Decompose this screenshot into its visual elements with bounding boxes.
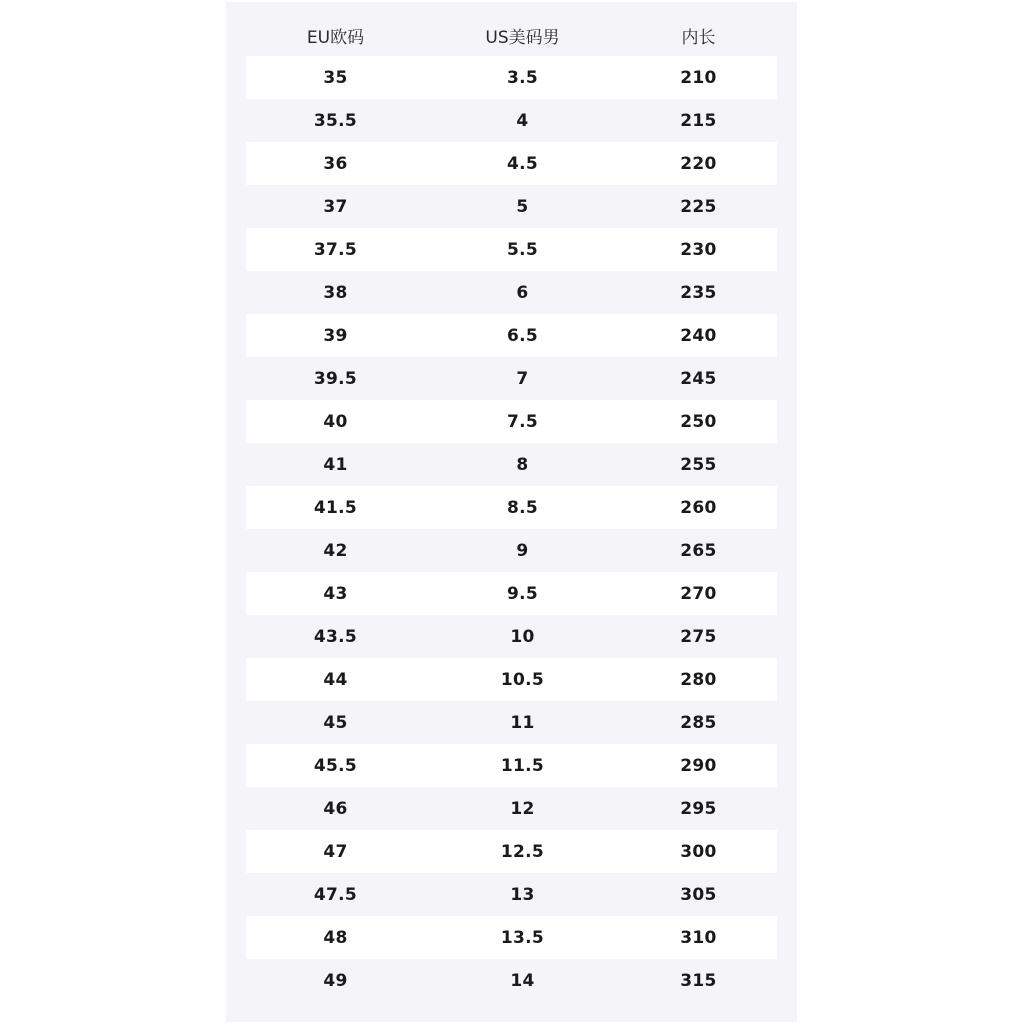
cell-inner-length: 305 xyxy=(680,884,717,905)
cell-us-mens-size: 10.5 xyxy=(500,669,545,690)
cell-inner-length: 295 xyxy=(680,798,717,819)
cell-us-mens-size: 4.5 xyxy=(506,153,538,174)
cell-eu-size: 42 xyxy=(323,540,348,561)
cell-us-mens-size: 7 xyxy=(516,368,529,389)
cell-eu-size: 48 xyxy=(323,927,348,948)
cell-eu-size: 43.5 xyxy=(313,626,358,647)
cell-us-mens-size: 5 xyxy=(516,196,529,217)
cell-inner-length: 225 xyxy=(680,196,717,217)
cell-us-mens-size: 12.5 xyxy=(500,841,545,862)
table-row xyxy=(246,572,777,615)
header-inner-length: 内长 xyxy=(681,27,716,48)
cell-eu-size: 41 xyxy=(323,454,348,475)
cell-us-mens-size: 14 xyxy=(510,970,535,991)
cell-inner-length: 280 xyxy=(680,669,717,690)
table-row xyxy=(246,615,777,658)
table-row xyxy=(246,271,777,314)
cell-eu-size: 35 xyxy=(323,67,348,88)
cell-inner-length: 310 xyxy=(680,927,717,948)
cell-inner-length: 250 xyxy=(680,411,717,432)
cell-inner-length: 300 xyxy=(680,841,717,862)
table-row xyxy=(246,959,777,1002)
header-us-mens-size: US美码男 xyxy=(485,27,560,48)
cell-inner-length: 275 xyxy=(680,626,717,647)
table-row xyxy=(246,486,777,529)
table-row xyxy=(246,357,777,400)
table-body xyxy=(246,56,777,1002)
table-row xyxy=(246,400,777,443)
cell-us-mens-size: 11 xyxy=(510,712,535,733)
table-row xyxy=(246,830,777,873)
cell-eu-size: 36 xyxy=(323,153,348,174)
cell-eu-size: 43 xyxy=(323,583,348,604)
table-row xyxy=(246,228,777,271)
table-row xyxy=(246,916,777,959)
table-row xyxy=(246,99,777,142)
table-row xyxy=(246,744,777,787)
cell-us-mens-size: 4 xyxy=(516,110,529,131)
cell-eu-size: 47 xyxy=(323,841,348,862)
cell-inner-length: 260 xyxy=(680,497,717,518)
cell-eu-size: 41.5 xyxy=(313,497,358,518)
cell-eu-size: 37 xyxy=(323,196,348,217)
cell-us-mens-size: 10 xyxy=(510,626,535,647)
cell-eu-size: 49 xyxy=(323,970,348,991)
table-row xyxy=(246,142,777,185)
cell-us-mens-size: 12 xyxy=(510,798,535,819)
header-eu-size: EU欧码 xyxy=(306,27,365,48)
table-row xyxy=(246,185,777,228)
cell-us-mens-size: 5.5 xyxy=(506,239,538,260)
cell-inner-length: 245 xyxy=(680,368,717,389)
cell-eu-size: 35.5 xyxy=(313,110,358,131)
table-row xyxy=(246,658,777,701)
cell-eu-size: 44 xyxy=(323,669,348,690)
cell-eu-size: 37.5 xyxy=(313,239,358,260)
table-row xyxy=(246,529,777,572)
cell-inner-length: 255 xyxy=(680,454,717,475)
cell-eu-size: 45.5 xyxy=(313,755,358,776)
cell-inner-length: 315 xyxy=(680,970,717,991)
cell-us-mens-size: 9.5 xyxy=(506,583,538,604)
cell-us-mens-size: 6 xyxy=(516,282,529,303)
cell-eu-size: 47.5 xyxy=(313,884,358,905)
cell-us-mens-size: 9 xyxy=(516,540,529,561)
size-chart-table xyxy=(246,14,777,1002)
cell-us-mens-size: 8 xyxy=(516,454,529,475)
cell-us-mens-size: 3.5 xyxy=(506,67,538,88)
cell-us-mens-size: 11.5 xyxy=(500,755,545,776)
cell-inner-length: 290 xyxy=(680,755,717,776)
cell-eu-size: 39 xyxy=(323,325,348,346)
cell-us-mens-size: 8.5 xyxy=(506,497,538,518)
cell-eu-size: 45 xyxy=(323,712,348,733)
table-row xyxy=(246,873,777,916)
cell-us-mens-size: 13.5 xyxy=(500,927,545,948)
cell-inner-length: 220 xyxy=(680,153,717,174)
table-row xyxy=(246,443,777,486)
table-row xyxy=(246,56,777,99)
table-row xyxy=(246,701,777,744)
table-row xyxy=(246,314,777,357)
table-row xyxy=(246,787,777,830)
table-header xyxy=(246,14,777,56)
cell-inner-length: 285 xyxy=(680,712,717,733)
cell-inner-length: 235 xyxy=(680,282,717,303)
cell-eu-size: 38 xyxy=(323,282,348,303)
cell-inner-length: 270 xyxy=(680,583,717,604)
cell-us-mens-size: 13 xyxy=(510,884,535,905)
cell-inner-length: 265 xyxy=(680,540,717,561)
cell-us-mens-size: 7.5 xyxy=(506,411,538,432)
cell-inner-length: 240 xyxy=(680,325,717,346)
cell-us-mens-size: 6.5 xyxy=(506,325,538,346)
cell-inner-length: 230 xyxy=(680,239,717,260)
size-chart-panel xyxy=(226,2,797,1022)
cell-eu-size: 39.5 xyxy=(313,368,358,389)
cell-inner-length: 210 xyxy=(680,67,717,88)
cell-eu-size: 40 xyxy=(323,411,348,432)
cell-eu-size: 46 xyxy=(323,798,348,819)
cell-inner-length: 215 xyxy=(680,110,717,131)
